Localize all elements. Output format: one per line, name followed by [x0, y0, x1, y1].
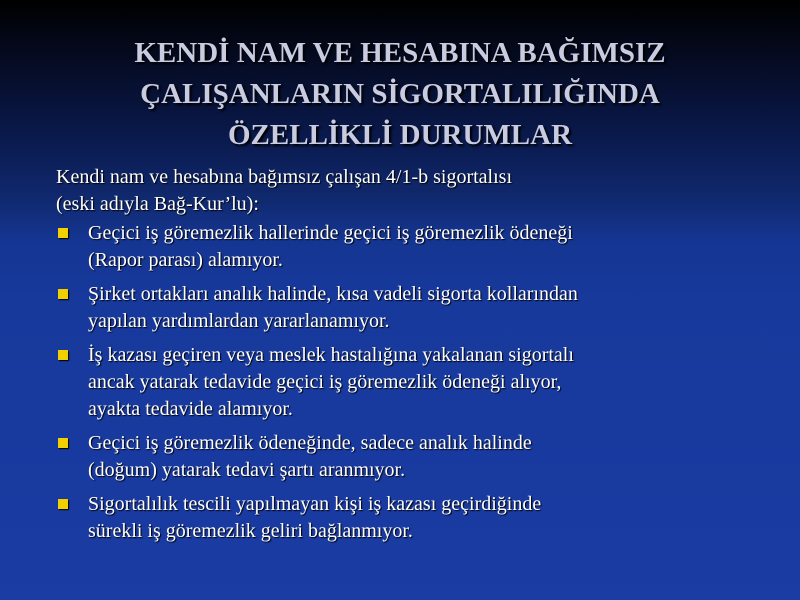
intro-line: (eski adıyla Bağ-Kur’lu):	[56, 193, 259, 215]
bullet-line: İş kazası geçiren veya meslek hastalığına yakalanan sigortalı	[88, 344, 574, 366]
bullet-item	[56, 491, 786, 545]
bullet-line: Şirket ortakları analık halinde, kısa vadeli sigorta kollarından	[88, 283, 578, 305]
yellow-square-bullet-icon	[58, 289, 68, 299]
bullet-line: Geçici iş göremezlik ödeneğinde, sadece analık halinde	[88, 432, 532, 454]
bullet-line: ancak yatarak tedavide geçici iş göremezlik ödeneği alıyor,	[88, 371, 562, 393]
bullet-item	[56, 342, 786, 423]
bullet-line: (doğum) yatarak tedavi şartı aranmıyor.	[88, 459, 406, 481]
title-line: KENDİ NAM VE HESABINA BAĞIMSIZ	[134, 37, 666, 69]
bullet-line: Sigortalılık tescili yapılmayan kişi iş kazası geçirdiğinde	[88, 493, 542, 515]
title-line: ÇALIŞANLARIN SİGORTALILIĞINDA	[140, 78, 660, 110]
bullet-line: Geçici iş göremezlik hallerinde geçici iş göremezlik ödeneği	[88, 222, 573, 244]
slide-body	[56, 164, 786, 552]
intro-text	[56, 164, 786, 218]
yellow-square-bullet-icon	[58, 438, 68, 448]
yellow-square-bullet-icon	[58, 499, 68, 509]
yellow-square-bullet-icon	[58, 350, 68, 360]
bullet-line: yapılan yardımlardan yararlanamıyor.	[88, 310, 390, 332]
bullet-item	[56, 281, 786, 335]
bullet-list	[56, 220, 786, 545]
slide-title	[20, 33, 780, 156]
bullet-line: ayakta tedavide alamıyor.	[88, 398, 293, 420]
title-line: ÖZELLİKLİ DURUMLAR	[227, 119, 573, 151]
bullet-item	[56, 220, 786, 274]
bullet-line: sürekli iş göremezlik geliri bağlanmıyor.	[88, 520, 413, 542]
bullet-item	[56, 430, 786, 484]
intro-line: Kendi nam ve hesabına bağımsız çalışan 4/1-b sigortalısı	[56, 166, 512, 188]
bullet-line: (Rapor parası) alamıyor.	[88, 249, 283, 271]
yellow-square-bullet-icon	[58, 228, 68, 238]
